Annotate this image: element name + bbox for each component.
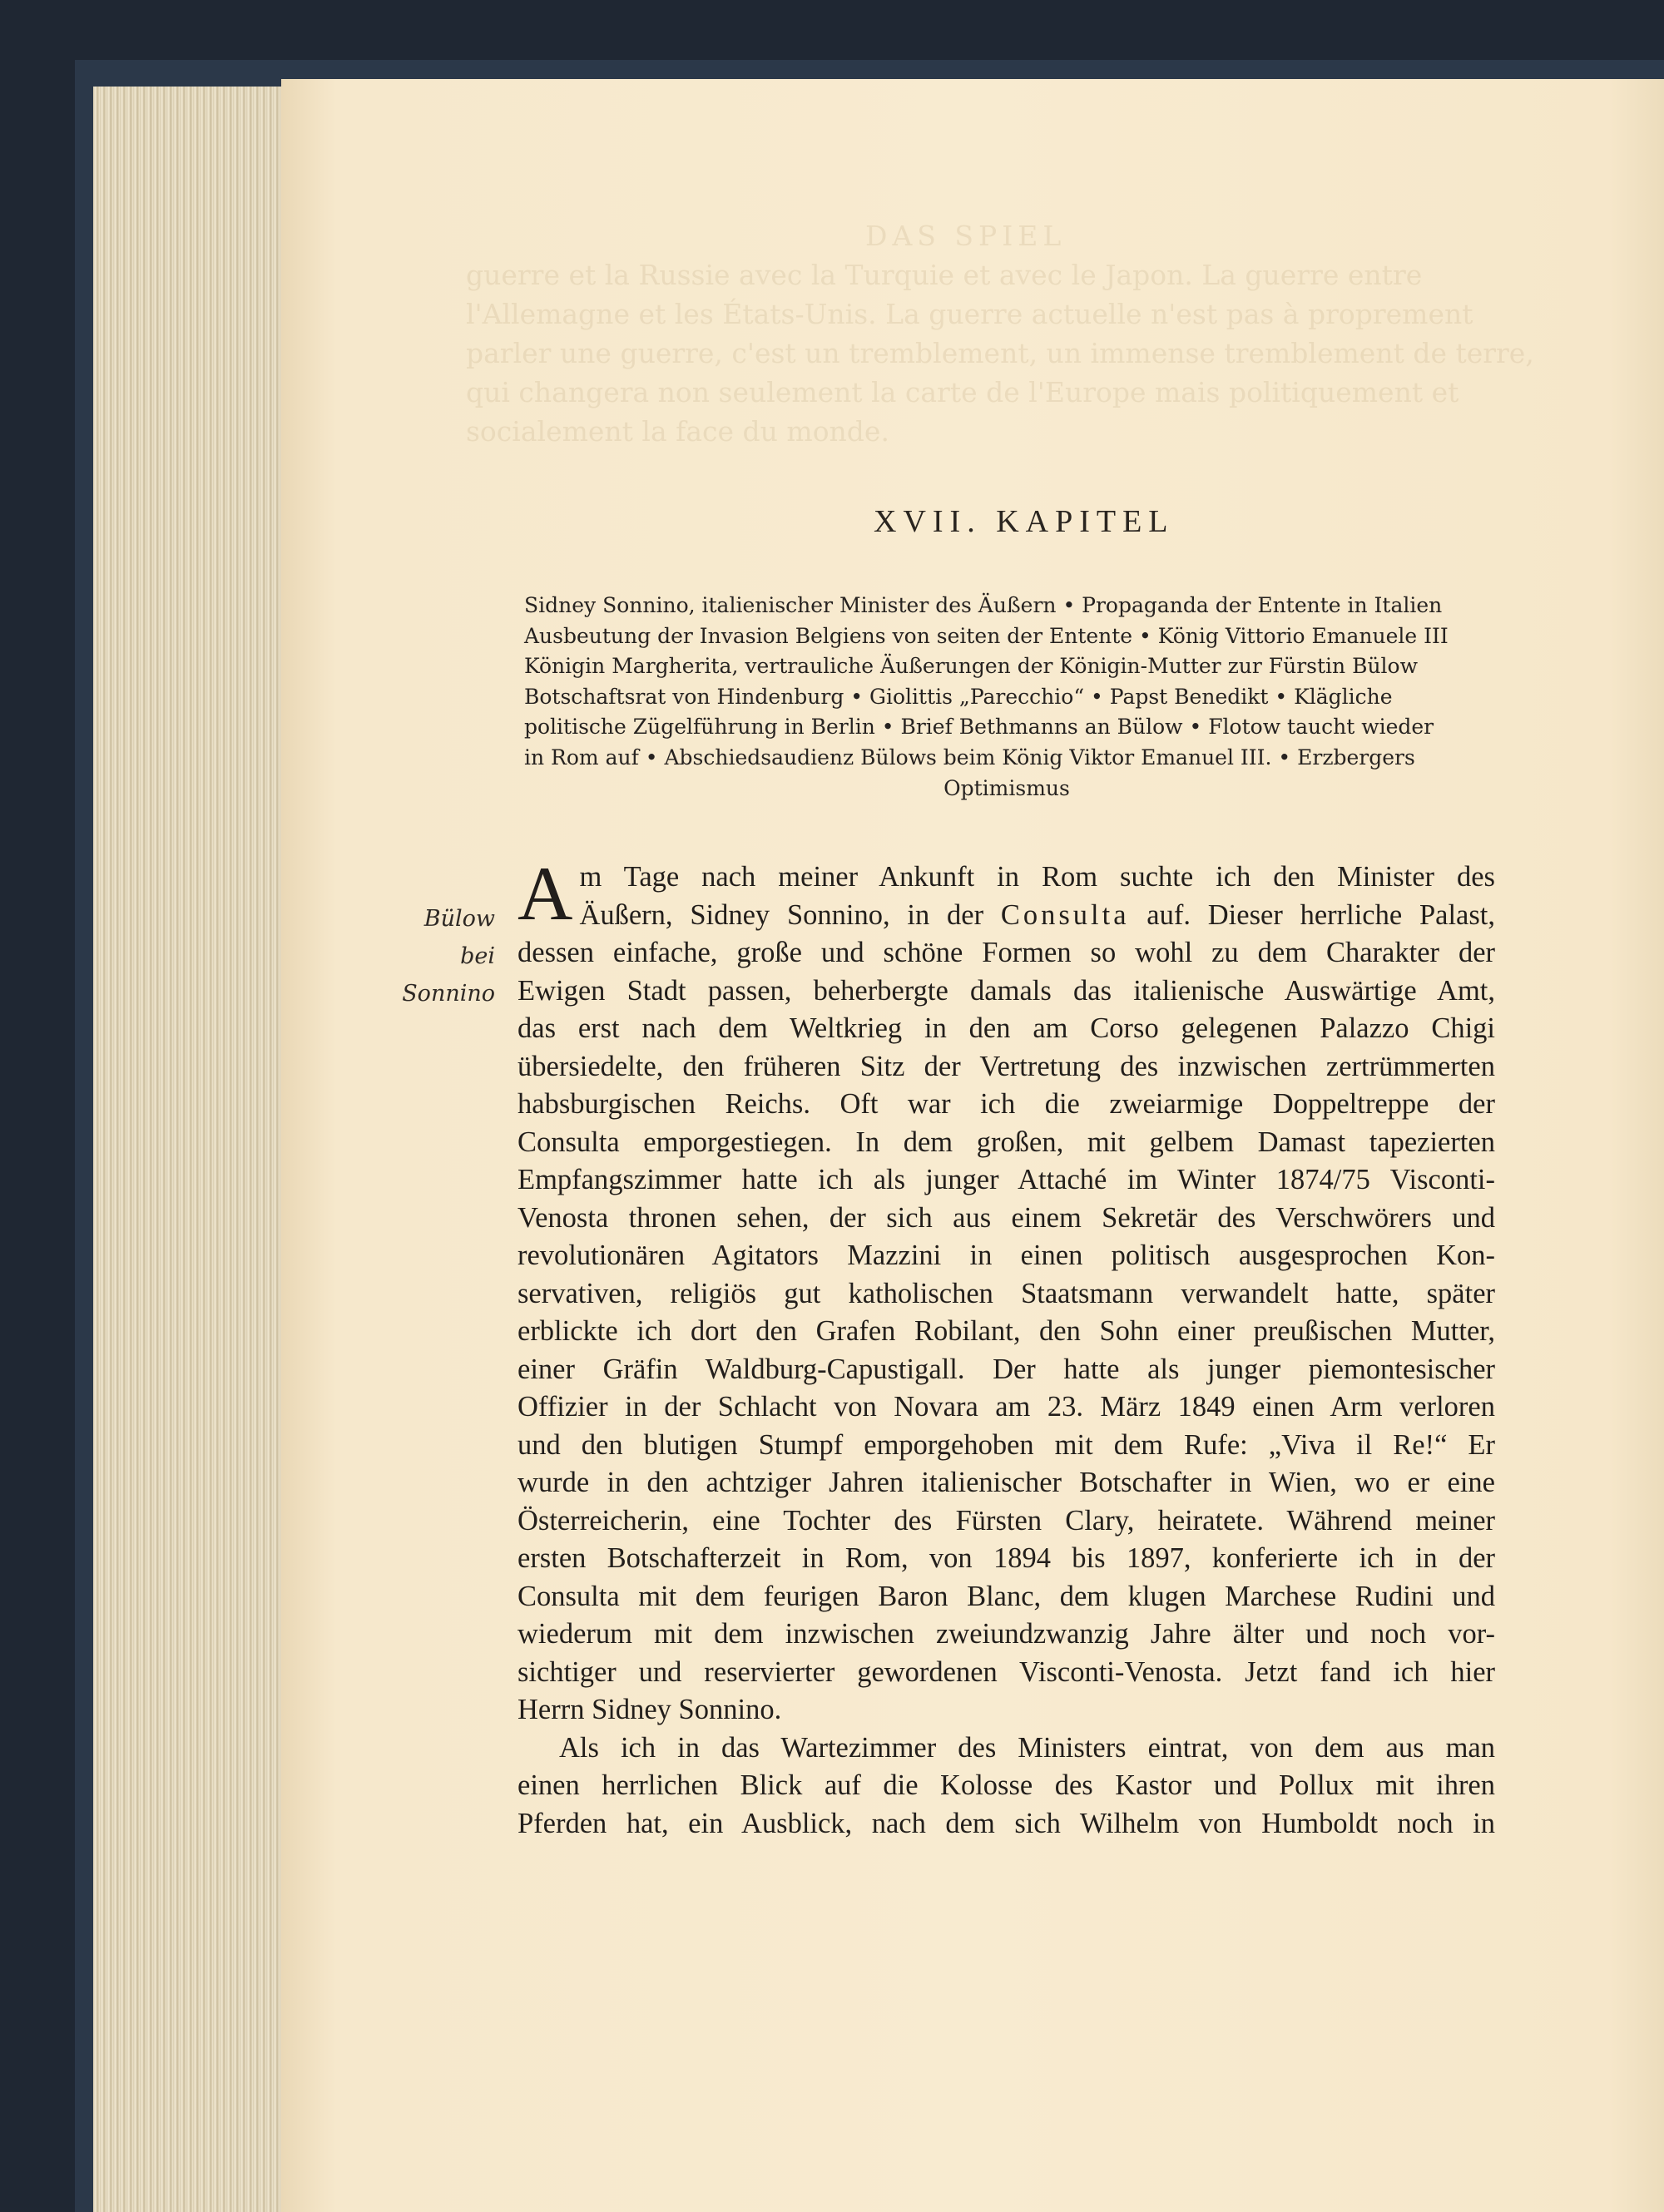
bleed-line: DAS SPIEL bbox=[865, 220, 1067, 252]
body-line-text: m Tage nach meiner Ankunft in Rom suchte ich den Minister des bbox=[579, 861, 1495, 893]
body-line: und den blutigen Stumpf emporgehoben mit dem Rufe: „Viva il Re!“ Er bbox=[518, 1428, 1495, 1461]
body-line: Pferden hat, ein Ausblick, nach dem sich Wilhelm von Humboldt noch in bbox=[518, 1807, 1495, 1839]
bleed-line: guerre et la Russie avec la Turquie et avec le Japon. La guerre entre bbox=[466, 259, 1423, 291]
body-line: Als ich in das Wartezimmer des Ministers eintrat, von dem aus man bbox=[559, 1731, 1495, 1764]
chapter-heading: XVII. KAPITEL bbox=[874, 504, 1175, 539]
body-line: sichtiger und reservierter gewordenen Visconti-Venosta. Jetzt fand ich hier bbox=[518, 1655, 1495, 1688]
body-line: servativen, religiös gut katholischen Staatsmann verwandelt hatte, später bbox=[518, 1277, 1495, 1309]
body-line: Consulta emporgestiegen. In dem großen, mit gelbem Damast tapezierten bbox=[518, 1126, 1495, 1158]
body-line: Ewigen Stadt passen, beherbergte damals das italienische Auswärtige Amt, bbox=[518, 974, 1495, 1007]
body-text bbox=[518, 851, 1495, 1843]
bleed-through-text bbox=[466, 216, 1614, 549]
body-line bbox=[518, 859, 1495, 897]
body-line bbox=[518, 897, 1495, 935]
body-line: übersiedelte, den früheren Sitz der Vertretung des inzwischen zertrümmerten bbox=[518, 1050, 1495, 1082]
body-line: erblickte ich dort den Grafen Robilant, den Sohn einer preußischen Mutter, bbox=[518, 1315, 1495, 1347]
spaced-word: Consulta bbox=[1000, 898, 1130, 931]
body-line: Offizier in der Schlacht von Novara am 23. März 1849 einen Arm verloren bbox=[518, 1391, 1495, 1423]
summary-line: Botschaftsrat von Hindenburg • Giolittis „Parecchio“ • Papst Benedikt • Klägliche bbox=[524, 684, 1393, 709]
body-line: Consulta mit dem feurigen Baron Blanc, dem klugen Marchese Rudini und bbox=[518, 1580, 1495, 1612]
body-line: Empfangszimmer hatte ich als junger Attaché im Winter 1874/75 Visconti- bbox=[518, 1164, 1495, 1195]
drop-cap: A bbox=[518, 851, 573, 936]
bleed-line: socialement la face du monde. bbox=[466, 415, 889, 448]
body-line: Österreicherin, eine Tochter des Fürsten Clary, heiratete. Während meiner bbox=[518, 1504, 1495, 1537]
body-line: einer Gräfin Waldburg-Capustigall. Der hatte als junger piemontesischer bbox=[518, 1353, 1495, 1385]
body-line: habsburgischen Reichs. Oft war ich die zweiarmige Doppeltreppe der bbox=[518, 1088, 1495, 1120]
summary-line: Optimismus bbox=[943, 775, 1070, 800]
margin-note-line: Bülow bei bbox=[423, 906, 495, 969]
margin-note bbox=[391, 900, 495, 1012]
page-edges bbox=[93, 87, 285, 2212]
margin-note-line: Sonnino bbox=[402, 981, 495, 1007]
body-line: Herrn Sidney Sonnino. bbox=[518, 1694, 782, 1725]
body-line-text: auf. Dieser herrliche Palast, bbox=[1129, 898, 1495, 931]
chapter-summary bbox=[524, 591, 1489, 804]
summary-line: politische Zügelführung in Berlin • Brief Bethmanns an Bülow • Flotow taucht wieder bbox=[524, 715, 1434, 740]
bleed-line: qui changera non seulement la carte de l'Europe mais politiquement et bbox=[466, 376, 1459, 408]
body-line-text: Äußern, Sidney Sonnino, in der bbox=[579, 898, 1001, 931]
body-line: dessen einfache, große und schöne Formen so wohl zu dem Charakter der bbox=[518, 937, 1495, 968]
body-line: einen herrlichen Blick auf die Kolosse des Kastor und Pollux mit ihren bbox=[518, 1769, 1495, 1801]
body-line: wurde in den achtziger Jahren italienischer Botschafter in Wien, wo er eine bbox=[518, 1467, 1495, 1498]
body-line: wiederum mit dem inzwischen zweiundzwanzig Jahre älter und noch vor- bbox=[518, 1618, 1495, 1650]
summary-line: in Rom auf • Abschiedsaudienz Bülows beim König Viktor Emanuel III. • Erzbergers bbox=[524, 745, 1415, 769]
body-line: revolutionären Agitators Mazzini in einen politisch ausgesprochen Kon- bbox=[518, 1240, 1495, 1271]
bleed-line: l'Allemagne et les États-Unis. La guerre actuelle n'est pas à proprement bbox=[466, 298, 1473, 330]
body-line: ersten Botschafterzeit in Rom, von 1894 bis 1897, konferierte ich in der bbox=[518, 1542, 1495, 1574]
body-line: Venosta thronen sehen, der sich aus einem Sekretär des Verschwörers und bbox=[518, 1201, 1495, 1234]
summary-line: Königin Margherita, vertrauliche Äußerungen der Königin-Mutter zur Fürstin Bülow bbox=[524, 654, 1418, 679]
body-line: das erst nach dem Weltkrieg in den am Corso gelegenen Palazzo Chigi bbox=[518, 1012, 1495, 1044]
summary-line: Sidney Sonnino, italienischer Minister des Äußern • Propaganda der Entente in Italien bbox=[524, 593, 1443, 617]
summary-line: Ausbeutung der Invasion Belgiens von seiten der Entente • König Vittorio Emanuele III bbox=[524, 623, 1449, 648]
bleed-line: parler une guerre, c'est un tremblement, un immense tremblement de terre, bbox=[466, 337, 1534, 369]
